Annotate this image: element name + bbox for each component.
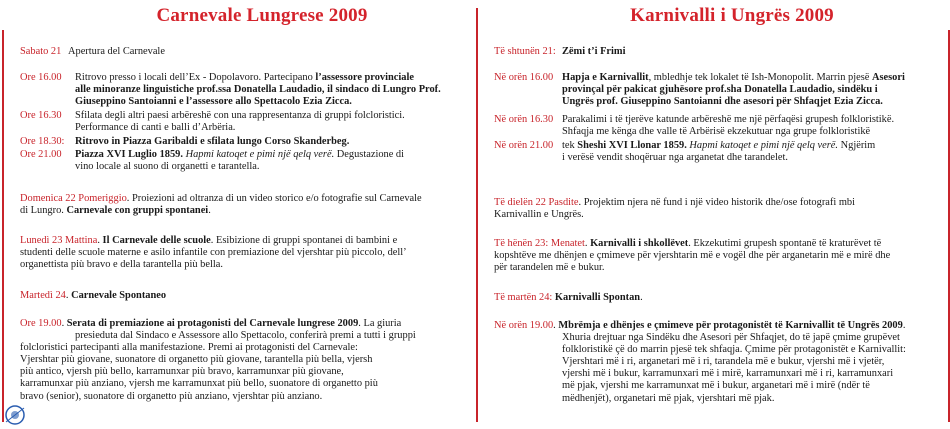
time-label: Në orën 16.00 bbox=[494, 72, 554, 83]
entry-sabato bbox=[20, 46, 464, 58]
entry-text: , mbledhje tek lokalet të Ish-Monopolit. Marrin pjesë bbox=[648, 72, 872, 83]
day-label: Të hënën 23: Menatet bbox=[494, 238, 585, 249]
entry-text: tek bbox=[562, 140, 578, 151]
day-label: Të shtunën 21: bbox=[494, 46, 556, 57]
time-label: Ore 16.00 bbox=[20, 72, 62, 83]
day-label: Martedì 24 bbox=[20, 290, 66, 301]
entry-hene bbox=[494, 238, 940, 274]
day-label: Të martën 24: bbox=[494, 292, 553, 303]
entry-ore-2100 bbox=[20, 149, 464, 173]
entry-shtune bbox=[494, 46, 940, 58]
entry-ore-1900 bbox=[494, 320, 940, 405]
entry-ore-2100 bbox=[494, 140, 940, 164]
entry-line bbox=[20, 193, 464, 205]
entry-text-block bbox=[562, 72, 940, 108]
entry-line bbox=[20, 205, 464, 217]
time-label: Në orën 19.00 bbox=[494, 320, 554, 331]
entry-marte bbox=[494, 292, 940, 304]
entry-line bbox=[562, 140, 940, 152]
entry-bold: Mbrëmja e dhënjes e çmimeve për protagonistët të Karnivallit të Ungrës 2009 bbox=[558, 320, 903, 331]
entry-bold: Zëmi t’i Frimi bbox=[562, 46, 626, 57]
time-label: Ore 18.30: bbox=[20, 136, 65, 147]
entry-line bbox=[494, 320, 940, 332]
entry-text: Degustazione di bbox=[336, 149, 405, 160]
entry-line bbox=[75, 72, 464, 84]
entry-bold-line: Giuseppino Santoianni e l’assessore allo Spettacolo Ezia Zicca. bbox=[75, 96, 352, 108]
entry-bold-line: alle minoranze linguistiche prof.ssa Donatella Laudadio, il sindaco di Lungro Prof. bbox=[75, 84, 441, 96]
entry-text: . Proiezioni ad oltranza di un video storico e/o fotografie sul Carnevale bbox=[126, 193, 422, 204]
entry-bold: Il Carnevale delle scuole bbox=[102, 235, 211, 246]
entry-text-block bbox=[562, 140, 940, 164]
page-title-italian: Carnevale Lungrese 2009 bbox=[156, 5, 368, 26]
day-label: Lunedì 23 Mattina bbox=[20, 235, 98, 246]
day-label: Të dielën 22 Pasdite bbox=[494, 197, 579, 208]
entry-text: . bbox=[640, 292, 643, 303]
entry-line: Karnivallin e Ungrës. bbox=[494, 209, 584, 221]
entry-bold: Carnevale con gruppi spontanei bbox=[66, 205, 209, 217]
entry-text-block bbox=[75, 72, 464, 108]
entry-bold: Piazza XVI Luglio 1859. bbox=[75, 149, 183, 160]
arberesh-program-column bbox=[478, 0, 950, 429]
entry-bold: Serata di premiazione ai protagonisti del Carnevale lungrese 2009 bbox=[66, 318, 359, 329]
entry-line: kopshtëve me dhënjen e çmimeve për vjershtarin më e vogël dhe për arganetarin më e mirë dhe bbox=[494, 250, 891, 262]
entry-text: di Lungro. bbox=[20, 205, 67, 217]
day-label: Domenica 22 Pomeriggio bbox=[20, 193, 127, 204]
entry-line: folcloristici partecipanti alla manifestazione. Premi ai protagonisti del Carnevale: bbox=[20, 342, 358, 354]
time-label: Ore 16.30 bbox=[20, 110, 62, 121]
entry-line: i verësë vendit shoqëruar nga arganetat dhe tarandelet. bbox=[562, 152, 788, 164]
entry-line: Sfilata degli altri paesi arbëreshë con una rappresentanza di gruppi folcloristici. bbox=[75, 110, 405, 121]
entry-ore-1600 bbox=[494, 72, 940, 108]
entry-bold: Asesori bbox=[871, 72, 905, 83]
entry-line: mëdhenjët), organetari më pjak, vjershtari më pjak. bbox=[562, 392, 775, 404]
entry-text: . bbox=[208, 205, 211, 217]
entry-text-block bbox=[562, 114, 940, 138]
entry-ore-1630 bbox=[494, 114, 940, 138]
entry-line bbox=[494, 197, 940, 209]
entry-line bbox=[562, 72, 940, 84]
entry-bold: Ritrovo in Piazza Garibaldi e sfilata lungo Corso Skanderbeg. bbox=[75, 136, 350, 147]
entry-bold-line: provinçal për pakicat gjuhësore prof.sha Donatella Laudadio, sindëku i bbox=[562, 84, 878, 96]
entry-text: Apertura del Carnevale bbox=[68, 46, 165, 57]
entry-line: più antico, vjersh più bello, karramunxar più bravo, karramunxar più giovane, bbox=[20, 366, 344, 378]
entry-text: . La giuria bbox=[358, 318, 402, 329]
entry-text: . bbox=[97, 235, 103, 246]
time-label: Në orën 21.00 bbox=[494, 140, 554, 151]
entry-lunedi bbox=[20, 235, 464, 271]
entry-ore-1900 bbox=[20, 318, 464, 403]
entry-line: karramunxar più anziano, vjersh me karramunxat più bello, suonatore di organetto più bbox=[20, 378, 378, 390]
entry-text: . bbox=[61, 318, 67, 329]
entry-domenica bbox=[20, 193, 464, 217]
entry-ore-1630 bbox=[20, 110, 464, 134]
entry-text: . Ekzekutimi grupesh spontanë të kraturëvet të bbox=[688, 238, 882, 249]
entry-line: vino locale al suono di organetti e tarantella. bbox=[75, 161, 260, 173]
entry-line: Vjershtari më i ri, arganetari më i ri, tarandela më e bukur, vjershi më i vjetër, bbox=[562, 356, 885, 368]
entry-bold: Carnevale Spontaneo bbox=[71, 290, 167, 301]
time-label: Ore 21.00 bbox=[20, 149, 62, 160]
entry-line: organettista più bravo e della tarantella più bella. bbox=[20, 259, 223, 271]
entry-text: Ngjërim bbox=[840, 140, 876, 151]
entry-text: . bbox=[553, 320, 559, 331]
entry-line: folkloristikë çë do marrin pjesë tek shfaqja. Çmime për protagonistët e Karnivallit: bbox=[562, 344, 906, 356]
entry-line bbox=[20, 318, 464, 330]
entry-line: për tarandelen më e bukur. bbox=[494, 262, 605, 274]
entry-bold: Hapja e Karnivallit bbox=[562, 72, 649, 83]
entry-line bbox=[75, 149, 464, 161]
entry-martedi bbox=[20, 290, 464, 302]
entry-text-block bbox=[75, 110, 464, 134]
entry-line: presieduta dal Sindaco e Assessore allo Spettacolo, conferirà premi a tutti i gruppi bbox=[75, 330, 416, 342]
day-label: Sabato 21 bbox=[20, 46, 62, 57]
entry-italic: Hapmi katoqet e pimi një qelq verë. bbox=[689, 140, 839, 151]
entry-bold: Karnivalli i shkollëvet bbox=[590, 238, 689, 249]
entry-bold: l’assessore provinciale bbox=[315, 72, 414, 83]
entry-bold: Sheshi XVI Llonar 1859. bbox=[577, 140, 687, 151]
entry-ore-1600 bbox=[20, 72, 464, 108]
entry-diel bbox=[494, 197, 940, 221]
entry-line bbox=[494, 238, 940, 250]
entry-italic: Hapmi katoqet e pimi një qelq verë. bbox=[185, 149, 335, 160]
entry-bold-line: Ungrës prof. Giuseppino Santoianni dhe asesori për Shfaqjet Ezia Zicca. bbox=[562, 96, 883, 108]
entry-line bbox=[20, 235, 464, 247]
festival-logo-icon bbox=[2, 404, 28, 426]
entry-text: . bbox=[584, 238, 591, 249]
entry-line: bravo (senior), suonatore di organetto più anziano, vjershtar più anziano. bbox=[20, 390, 323, 402]
entry-text: Ritrovo presso i locali dell’Ex - Dopolavoro. Partecipano bbox=[75, 72, 316, 83]
entry-line: më pjak, vjershi me karramunxat më i bukur, arganetari më i mirë (ndër të bbox=[562, 380, 870, 392]
entry-line: studenti delle scuole materne e asilo infantile con premiazione del vjershtar più piccolo, dell’ bbox=[20, 247, 407, 259]
entry-line: vjershi më i bukur, karramunxari më i mirë, karramunxari më i ri, karramunxari bbox=[562, 368, 894, 380]
entry-line: Shfaqja me kënga dhe valle të Arbërisë ekzekutuar nga grupe folkloristikë bbox=[562, 126, 871, 138]
page-title-arberesh: Karnivalli i Ungrës 2009 bbox=[630, 5, 834, 26]
entry-text: . Esibizione di gruppi spontanei di bambini e bbox=[210, 235, 398, 246]
entry-text: . bbox=[902, 320, 906, 331]
entry-text-block bbox=[75, 149, 464, 173]
entry-line: Performance di canti e balli d’Arbëria. bbox=[75, 122, 236, 134]
time-label: Ore 19.00 bbox=[20, 318, 62, 329]
entry-text: . bbox=[65, 290, 72, 301]
time-label: Në orën 16.30 bbox=[494, 114, 554, 125]
entry-ore-1830 bbox=[20, 136, 464, 148]
entry-line: Xhuria drejtuar nga Sindëku dhe Asesori për Shfaqjet, do të japë çmime grupëvet bbox=[562, 332, 900, 344]
entry-line: Vjershtar più giovane, suonatore di organetto più giovane, tarantella più bella, vjersh bbox=[20, 354, 373, 366]
entry-bold: Karnivalli Spontan bbox=[554, 292, 641, 303]
entry-text: . Projektim njera në fund i një video historik dhe/ose fotografi mbi bbox=[578, 197, 855, 208]
entry-line: Parakalimi i të tjerëve katunde arbëreshë me një përfaqësi grupesh folkloristikë. bbox=[562, 114, 895, 125]
